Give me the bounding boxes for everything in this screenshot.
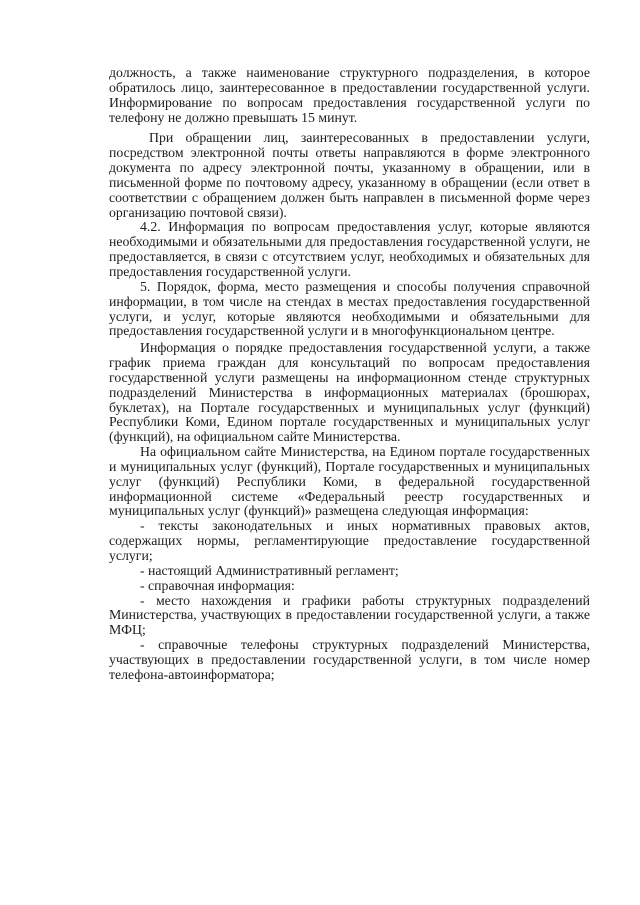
paragraph-email-responses: При обращении лиц, заинтересованных в предоставлении услуги, посредством электронной почты ответы направляются в форме электронного документа по адресу электронной почты, указанному в обращении, или в письменной форме по почтовому адресу, указанному в обращении (если ответ в соответствии с обращением должен быть направлен в письменной форме через организацию почтовой связи). [109,130,590,220]
list-item-reference-phones: - справочные телефоны структурных подразделений Министерства, участвующих в предоставлении государственной услуги, в том числе номер телефона-автоинформатора; [109,637,590,682]
list-item-reference-info: - справочная информация: [140,577,295,593]
paragraph-continuation: должность, а также наименование структурного подразделения, в которое обратилось лицо, заинтересованное в предоставлении государственной услуги. Информирование по вопросам предоставления государственной услуги по телефону не должно превышать 15 минут. [109,65,590,125]
paragraph-official-site: На официальном сайте Министерства, на Едином портале государственных и муниципальных услуг (функций), Портале государственных и муниципальных услуг (функций) Республики Коми, в федеральной государственной информационной системе «Федеральный реестр государственных и муниципальных услуг (функций)» размещена следующая информация: [109,444,590,519]
list-item-locations-schedules: - место нахождения и графики работы структурных подразделений Министерства, участвующих в предоставлении государственной услуги, а также МФЦ; [109,592,590,638]
document-page [109,66,590,683]
paragraph-section-5-heading: 5. Порядок, форма, место размещения и способы получения справочной информации, в том числе на стендах в местах предоставления государственной услуги, и услуг, которые являются необходимыми и обязательными для предоставления государственной услуги и в многофункциональном центре. [109,278,590,339]
paragraph-section-4-2: 4.2. Информация по вопросам предоставления услуг, которые являются необходимыми и обязательными для предоставления государственной услуги, не предоставляется, в связи с отсутствием услуг, необходимых и обязательных для предоставления государственной услуги. [109,219,590,279]
list-item-regulation: - настоящий Административный регламент; [140,562,399,578]
paragraph-information-placement: Информация о порядке предоставления государственной услуги, а также график приема граждан для консультаций по вопросам предоставления государственной услуги размещены на информационном стенде структурных подразделений Министерства в информационных материалах (брошюрах, буклетах), на Портале государственных и муниципальных услуг (функций) Республики Коми, Едином портале государственных и муниципальных услуг (функций), на официальном сайте Министерства. [109,340,590,445]
list-item-legal-acts: - тексты законодательных и иных нормативных правовых актов, содержащих нормы, регламентирующие предоставление государственной услуги; [109,518,590,563]
